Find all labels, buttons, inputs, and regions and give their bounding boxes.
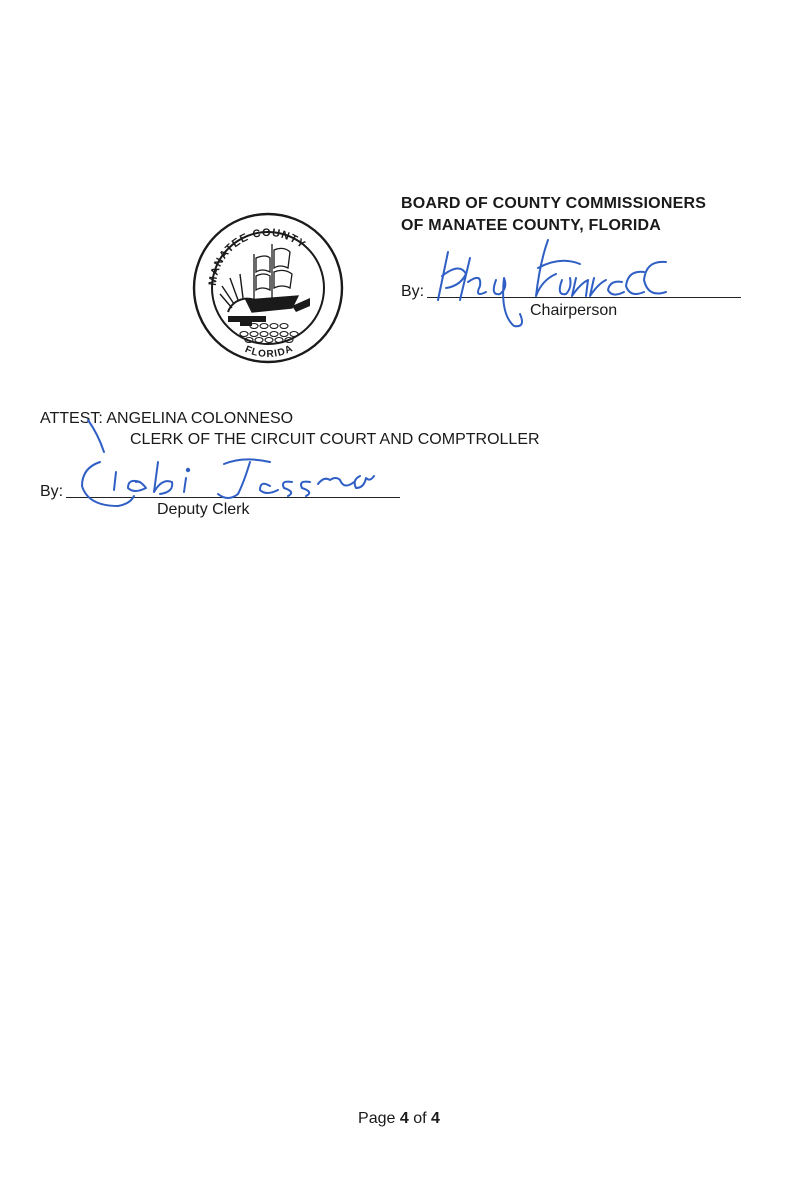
svg-text:FLORIDA: FLORIDA bbox=[243, 343, 296, 361]
page-of: of bbox=[413, 1110, 427, 1127]
svg-text:MANATEE COUNTY: MANATEE COUNTY bbox=[206, 226, 308, 287]
county-seal-icon bbox=[192, 196, 344, 380]
page-total: 4 bbox=[431, 1110, 440, 1127]
page-footer bbox=[0, 1110, 798, 1128]
board-title-line2: OF MANATEE COUNTY, FLORIDA bbox=[401, 217, 662, 234]
chair-role-label: Chairperson bbox=[530, 302, 618, 319]
county-seal bbox=[192, 196, 344, 380]
attest-line1: ATTEST: ANGELINA COLONNESO bbox=[40, 410, 294, 427]
clerk-role-label: Deputy Clerk bbox=[157, 501, 250, 518]
clerk-by-label: By: bbox=[40, 483, 64, 500]
board-title-line1: BOARD OF COUNTY COMMISSIONERS bbox=[401, 195, 707, 212]
attest-line2: CLERK OF THE CIRCUIT COURT AND COMPTROLLER bbox=[130, 431, 540, 448]
page-prefix: Page bbox=[358, 1110, 396, 1127]
chair-by-label: By: bbox=[401, 283, 425, 300]
chair-signature-icon bbox=[430, 222, 690, 332]
clerk-signature-icon bbox=[74, 416, 384, 516]
page-current: 4 bbox=[399, 1110, 409, 1127]
